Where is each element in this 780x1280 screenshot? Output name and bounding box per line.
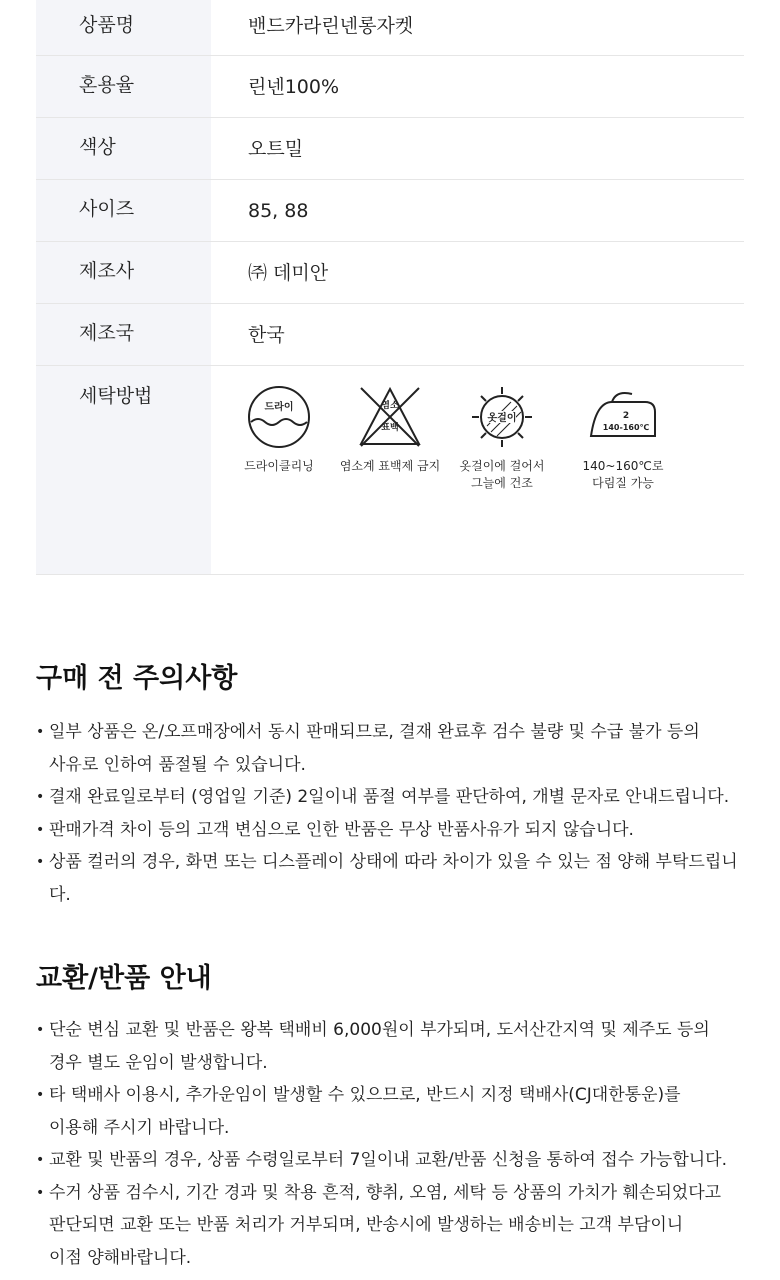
svg-text:옷걸이: 옷걸이 [487,413,517,424]
hang-dry-shade-icon [469,384,535,450]
exchange-title: 교환/반품 안내 [36,963,212,994]
list-item: • 단순 변심 교환 및 반품은 왕복 택배비 6,000원이 부가되며, 도서산간지역 및 제주도 등의 경우 별도 운임이 발생합니다. [36,1014,756,1079]
precautions-list [36,716,756,911]
spec-row-care [36,366,744,575]
exchange-list [36,1014,756,1274]
list-item: • 타 택배사 이용시, 추가운임이 발생할 수 있으므로, 반드시 지정 택배사(CJ대한통운)를 이용해 주시기 바랍니다. [36,1079,756,1144]
list-item: • 결재 완료일로부터 (영업일 기준) 2일이내 품절 여부를 판단하여, 개별 문자로 안내드립니다. [36,781,756,814]
precautions-title: 구매 전 주의사항 [36,663,238,694]
spec-value: 밴드카라린넨롱자켓 [248,15,414,37]
spec-label: 제조국 [36,304,211,365]
product-spec-table [36,0,744,575]
dry-clean-icon [246,384,312,450]
spec-row-manufacturer [36,242,744,304]
svg-text:표백: 표백 [381,423,399,433]
no-bleach-icon [357,384,423,450]
svg-text:140-160℃: 140-160℃ [602,423,650,432]
care-caption: 140~160℃로 다림질 가능 [582,459,664,490]
care-item-dry-clean [224,384,334,475]
spec-row-color [36,118,744,180]
svg-text:2: 2 [622,411,630,421]
spec-value: ㈜ 데미안 [248,262,329,284]
spec-value: 한국 [248,324,285,346]
spec-row-name [36,0,744,56]
spec-label: 색상 [36,118,211,179]
care-item-iron [568,384,678,492]
list-item: • 판매가격 차이 등의 고객 변심으로 인한 반품은 무상 반품사유가 되지 않습니다. [36,814,756,847]
iron-icon [588,384,658,450]
spec-label: 상품명 [36,0,211,55]
spec-row-country [36,304,744,366]
spec-row-material [36,56,744,118]
care-caption: 옷걸이에 걸어서 그늘에 건조 [459,459,545,490]
list-item: • 상품 컬러의 경우, 화면 또는 디스플레이 상태에 따라 차이가 있을 수 있는 점 양해 부탁드립니다. [36,846,756,911]
list-item: • 수거 상품 검수시, 기간 경과 및 착용 흔적, 향취, 오염, 세탁 등 상품의 가치가 훼손되었다고 판단되면 교환 또는 반품 처리가 거부되며, 반송시에 발생하는 배송비는 고객 부담이니 이점 양해바랍니다. [36,1177,756,1275]
svg-text:드라이: 드라이 [264,402,294,413]
spec-label: 혼용율 [36,56,211,117]
spec-row-size [36,180,744,242]
svg-text:염소: 염소 [381,401,399,411]
care-item-no-bleach [335,384,445,475]
spec-label: 세탁방법 [36,366,211,574]
spec-value: 오트밀 [248,138,304,160]
list-item: • 일부 상품은 온/오프매장에서 동시 판매되므로, 결재 완료후 검수 불량 및 수급 불가 등의 사유로 인하여 품절될 수 있습니다. [36,716,756,781]
care-item-hang-dry [447,384,557,492]
care-caption: 염소계 표백제 금지 [339,459,441,473]
spec-value: 85, 88 [248,200,309,222]
spec-label: 사이즈 [36,180,211,241]
list-item: • 교환 및 반품의 경우, 상품 수령일로부터 7일이내 교환/반품 신청을 통하여 접수 가능합니다. [36,1144,756,1177]
spec-value: 린넨100% [248,76,340,98]
spec-label: 제조사 [36,242,211,303]
care-symbols [211,366,744,574]
care-caption: 드라이클리닝 [244,459,314,473]
